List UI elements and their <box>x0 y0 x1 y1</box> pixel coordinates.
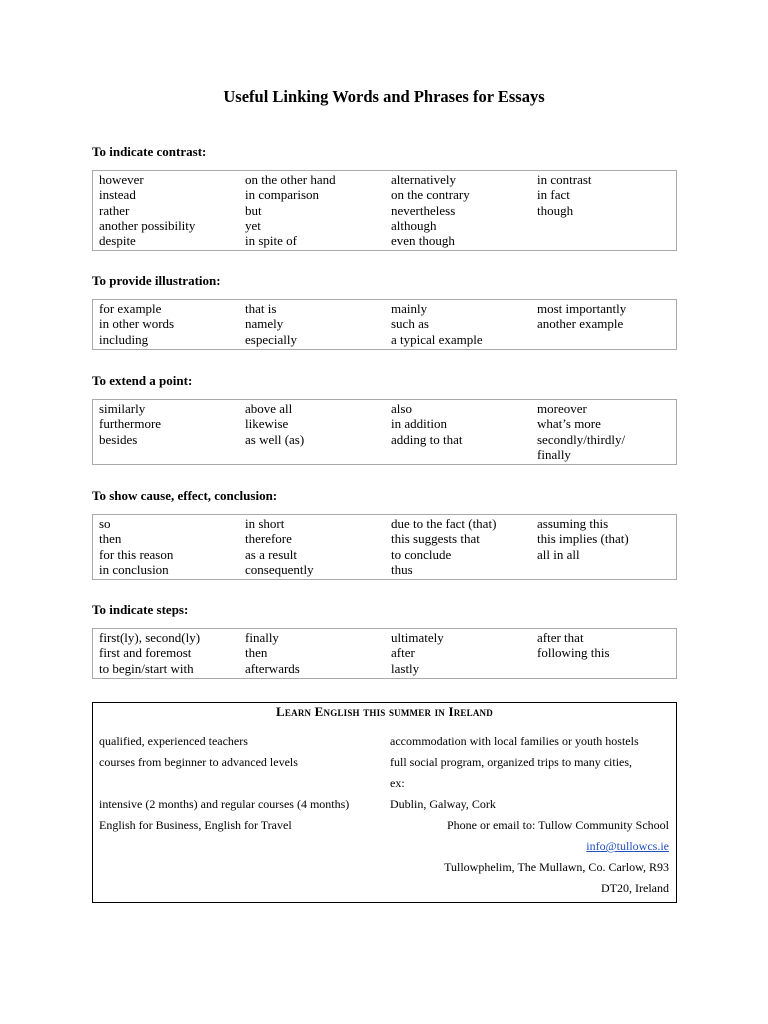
linking-word: in short <box>245 516 285 531</box>
word-table <box>92 170 677 251</box>
advert-title: Learn English this summer in Ireland <box>276 704 493 719</box>
linking-word <box>93 447 239 462</box>
linking-word: on the contrary <box>391 187 470 203</box>
section-heading: To provide illustration: <box>92 273 221 288</box>
section-heading: To extend a point: <box>92 373 193 388</box>
section-cause-effect <box>92 488 677 580</box>
linking-word: likewise <box>245 416 289 432</box>
word-table <box>92 628 677 679</box>
linking-word: even though <box>391 233 455 249</box>
advert-right-column <box>390 731 669 899</box>
linking-word: above all <box>245 401 293 416</box>
linking-word: in contrast <box>537 172 592 187</box>
advert-line: Dublin, Galway, Cork <box>390 797 496 811</box>
linking-word: this suggests that <box>391 531 480 547</box>
linking-word: in addition <box>391 416 447 432</box>
linking-word: for example <box>99 301 162 316</box>
advert-line: English for Business, English for Travel <box>99 818 292 832</box>
advert-box <box>92 702 677 903</box>
linking-word: secondly/thirdly/ <box>537 431 626 447</box>
linking-word <box>531 661 676 676</box>
linking-word: another possibility <box>99 217 196 233</box>
linking-word: this implies (that) <box>537 531 629 547</box>
advert-line: courses from beginner to advanced levels <box>99 755 298 769</box>
linking-word <box>385 447 531 462</box>
linking-word: in comparison <box>245 187 320 203</box>
section-steps <box>92 602 677 679</box>
document-title: Useful Linking Words and Phrases for Essays <box>223 87 545 106</box>
linking-word: most importantly <box>537 301 627 316</box>
linking-word: in other words <box>99 316 175 332</box>
linking-word <box>239 447 385 462</box>
linking-word: including <box>99 331 149 347</box>
linking-word: to conclude <box>391 546 452 562</box>
linking-word: finally <box>245 630 279 645</box>
advert-line: ex: <box>390 776 405 790</box>
section-heading: To indicate contrast: <box>92 144 207 159</box>
section-illustration <box>92 273 677 350</box>
linking-word: as well (as) <box>245 431 305 447</box>
linking-word: though <box>537 202 574 218</box>
linking-word: a typical example <box>391 331 483 347</box>
linking-word <box>531 218 676 233</box>
linking-word: due to the fact (that) <box>391 516 497 531</box>
email-link[interactable]: info@tullowcs.ie <box>586 839 669 853</box>
advert-line: accommodation with local families or youth hostels <box>390 734 639 748</box>
linking-word: consequently <box>245 561 314 577</box>
linking-word: for this reason <box>99 546 174 562</box>
contact-line: Phone or email to: Tullow Community School <box>446 818 669 832</box>
linking-word: then <box>99 531 122 547</box>
section-contrast <box>92 144 677 251</box>
linking-word: although <box>391 217 437 233</box>
advert-left-column <box>99 731 384 836</box>
section-heading: To show cause, effect, conclusion: <box>92 488 278 503</box>
linking-word: first(ly), second(ly) <box>99 630 201 645</box>
linking-word: similarly <box>99 401 146 416</box>
linking-word: nevertheless <box>391 202 456 218</box>
linking-word: so <box>99 516 111 531</box>
linking-word: yet <box>245 217 261 233</box>
linking-word: therefore <box>245 531 292 547</box>
linking-word <box>531 233 676 248</box>
linking-word: ultimately <box>391 630 444 645</box>
linking-word: adding to that <box>391 431 463 447</box>
section-heading: To indicate steps: <box>92 602 189 617</box>
linking-word: rather <box>99 202 130 218</box>
linking-word: after <box>391 645 415 661</box>
linking-word: however <box>99 172 144 187</box>
address-line: Tullowphelim, The Mullawn, Co. Carlow, R93 <box>444 860 669 874</box>
advert-line: qualified, experienced teachers <box>99 734 248 748</box>
advert-line: intensive (2 months) and regular courses (4 months) <box>99 797 350 811</box>
linking-word: another example <box>537 316 624 332</box>
linking-word: afterwards <box>245 660 300 676</box>
linking-word: that is <box>245 301 277 316</box>
linking-word <box>531 332 676 347</box>
linking-word: first and foremost <box>99 645 192 661</box>
linking-word: despite <box>99 233 136 249</box>
linking-word: on the other hand <box>245 172 336 187</box>
linking-word: what’s more <box>537 416 601 432</box>
linking-word: finally <box>537 446 571 462</box>
word-table <box>92 299 677 350</box>
linking-word: to begin/start with <box>99 660 194 676</box>
word-table <box>92 514 677 580</box>
linking-word: alternatively <box>391 172 456 187</box>
advert-line <box>99 773 384 794</box>
linking-word: in fact <box>537 187 570 203</box>
linking-word: in conclusion <box>99 561 169 577</box>
linking-word: also <box>391 401 412 416</box>
linking-word: besides <box>99 431 138 447</box>
linking-word: furthermore <box>99 416 162 432</box>
address-line: DT20, Ireland <box>601 881 669 895</box>
linking-word: following this <box>537 645 610 661</box>
linking-word: all in all <box>537 546 580 562</box>
linking-word <box>531 562 676 577</box>
linking-word: thus <box>391 561 413 577</box>
advert-line: full social program, organized trips to many cities, <box>390 755 633 769</box>
linking-word: in spite of <box>245 233 297 249</box>
contact-email-line <box>390 836 669 857</box>
linking-word: namely <box>245 316 284 332</box>
linking-word: especially <box>245 331 297 347</box>
section-extend-point <box>92 373 677 465</box>
word-table <box>92 399 677 465</box>
linking-word: as a result <box>245 546 297 562</box>
linking-word: but <box>245 202 262 218</box>
linking-word: assuming this <box>537 516 609 531</box>
linking-word: moreover <box>537 401 587 416</box>
linking-word: such as <box>391 316 429 332</box>
linking-word: then <box>245 645 268 661</box>
linking-word: instead <box>99 187 136 203</box>
linking-word: after that <box>537 630 584 645</box>
linking-word: mainly <box>391 301 428 316</box>
linking-word: lastly <box>391 660 420 676</box>
